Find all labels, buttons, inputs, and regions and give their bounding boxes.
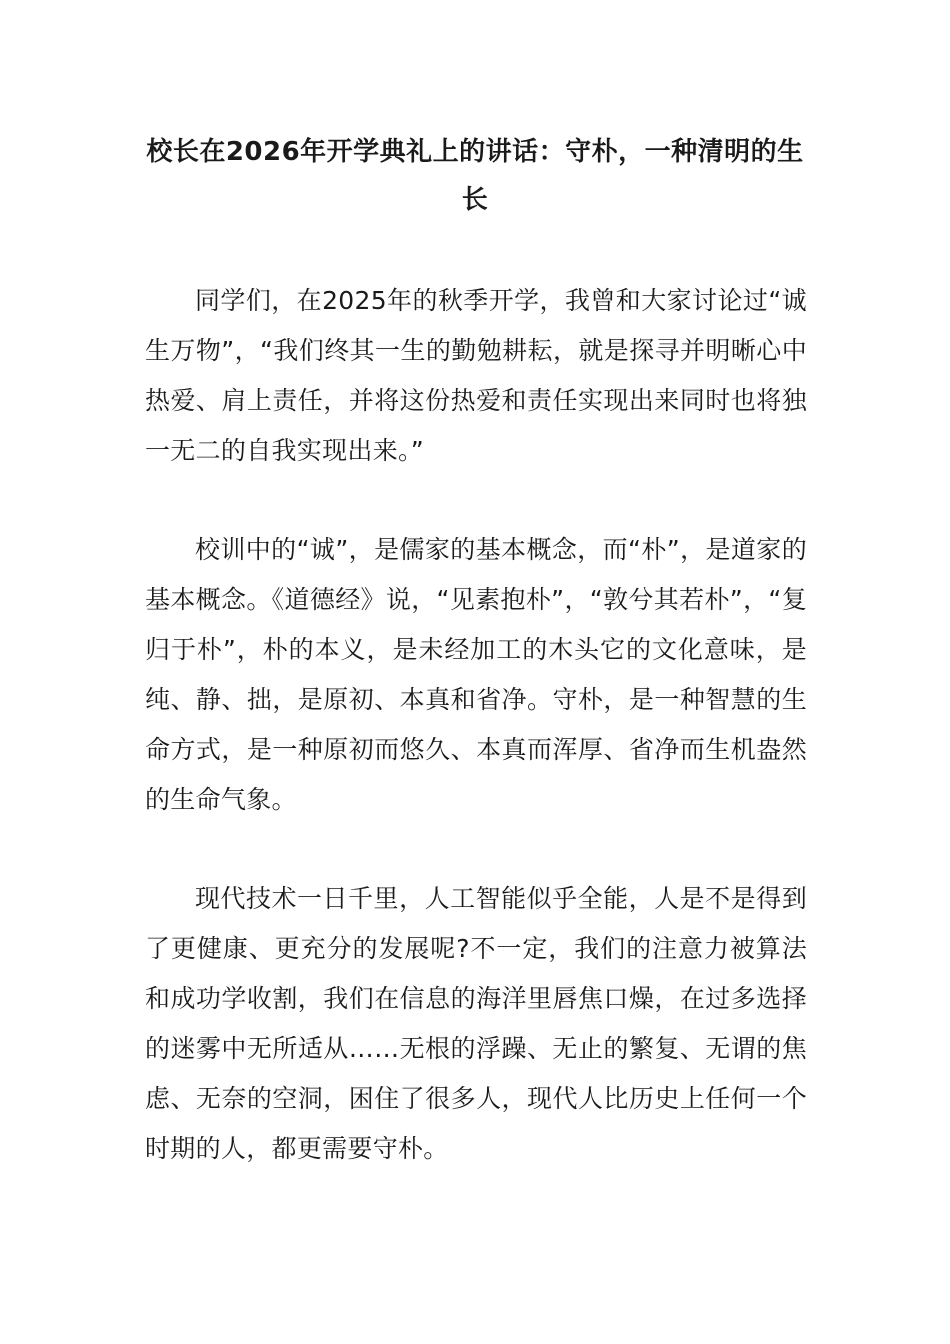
paragraph: 现代技术一日千里，人工智能似乎全能，人是不是得到了更健康、更充分的发展呢?不一定，我们的注意力被算法和成功学收割，我们在信息的海洋里唇焦口燥，在过多选择的迷雾中无所适从……无根的浮躁、无止的繁复、无谓的焦虑、无奈的空洞，困住了很多人，现代人比历史上任何一个时期的人，都更需要守朴。 <box>145 884 807 1163</box>
document-title: 校长在2026年开学典礼上的讲话：守朴，一种清明的生长 <box>146 137 804 215</box>
paragraph: 校训中的“诚”，是儒家的基本概念，而“朴”，是道家的基本概念。《道德经》说，“见素抱朴”，“敦兮其若朴”，“复归于朴”，朴的本义，是未经加工的木头它的文化意味，是纯、静、拙，是原初、本真和省净。守朴，是一种智慧的生命方式，是一种原初而悠久、本真而浑厚、省净而生机盎然的生命气象。 <box>145 535 807 814</box>
paragraph: 同学们，在2025年的秋季开学，我曾和大家讨论过“诚生万物”，“我们终其一生的勤勉耕耘，就是探寻并明晰心中热爱、肩上责任，并将这份热爱和责任实现出来同时也将独一无二的自我实现出来。” <box>145 286 807 465</box>
